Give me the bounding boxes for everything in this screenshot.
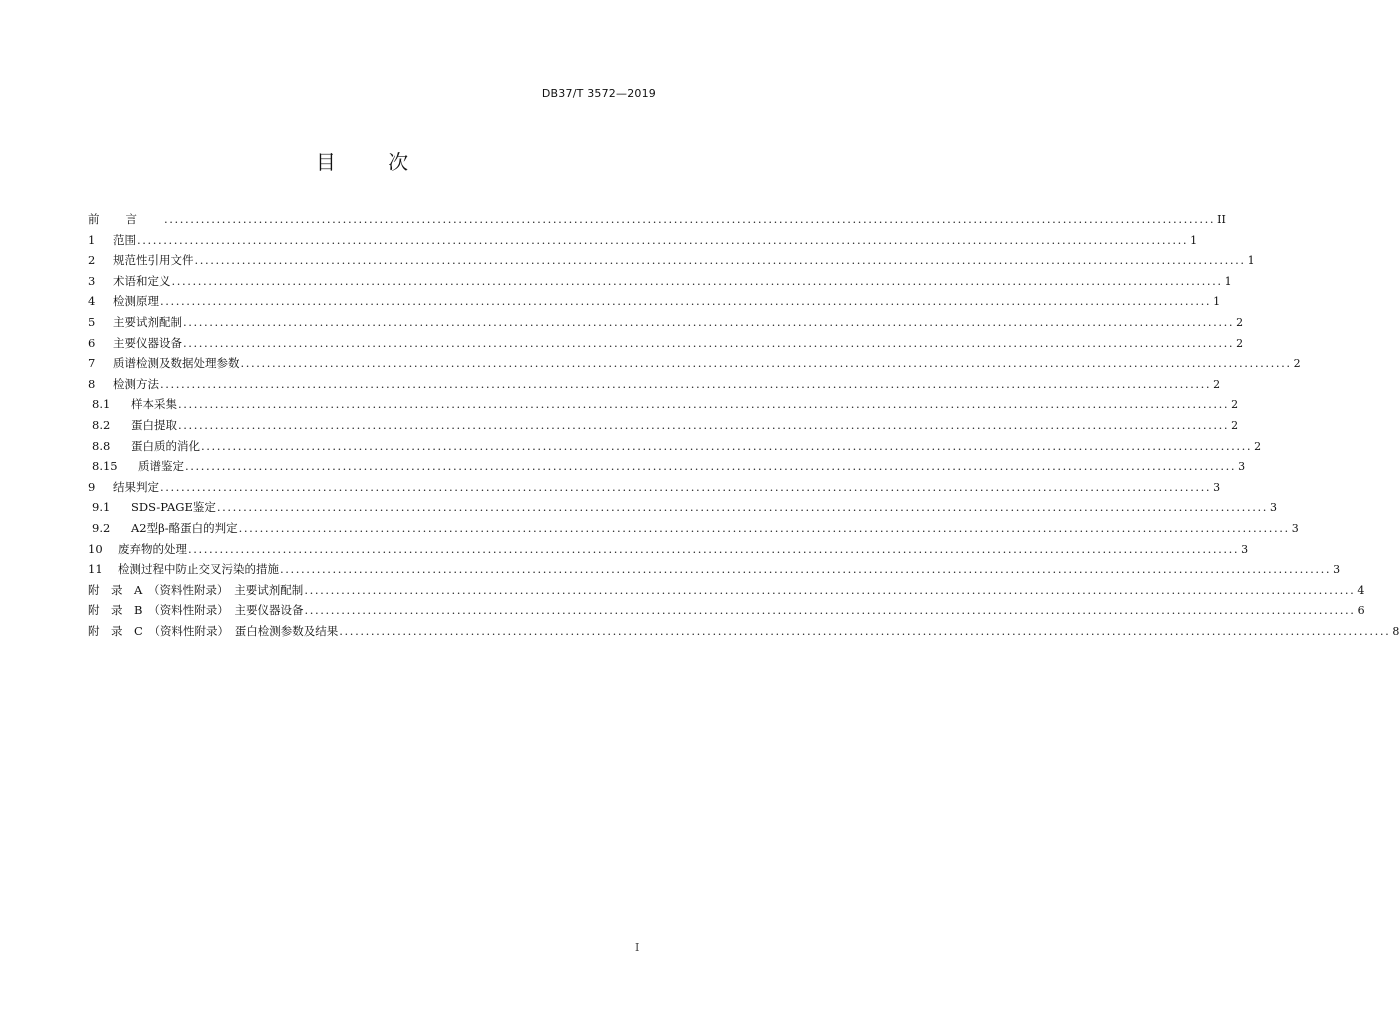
toc-entry-2[interactable] <box>88 252 1255 273</box>
toc-entry-4[interactable] <box>88 293 1221 314</box>
toc-entry-page: 2 <box>1213 377 1221 391</box>
document-code: DB37/T 3572—2019 <box>541 87 656 100</box>
toc-entry-label: 规范性引用文件 <box>113 253 194 268</box>
toc-entry-5[interactable] <box>88 314 1244 335</box>
toc-entry-label: A2型β-酪蛋白的判定 <box>131 520 238 535</box>
toc-entry-label: SDS-PAGE鉴定 <box>131 500 216 515</box>
toc-entry-label: 检测方法 <box>113 376 159 391</box>
toc-entry-label: 主要仪器设备 <box>113 335 182 350</box>
toc-entry-page: 2 <box>1231 418 1239 432</box>
toc-leader-dots: ........................................................................................................................................................................................................ <box>216 500 1268 515</box>
toc-entry-label: 质谱鉴定 <box>138 459 184 474</box>
toc-leader-dots: ........................................................................................................................................................................................................ <box>183 314 1235 329</box>
toc-entry-page: 2 <box>1293 357 1301 371</box>
toc-entry-page: 3 <box>1333 563 1341 577</box>
toc-entry-label: 附 录 B （资料性附录） 主要仪器设备 <box>88 603 304 618</box>
toc-leader-dots: ........................................................................................................................................................................................................ <box>339 623 1391 638</box>
toc-leader-dots: ........................................................................................................................................................................................................ <box>160 294 1212 309</box>
toc-entry-label: 主要试剂配制 <box>113 314 182 329</box>
toc-entry-9-1[interactable] <box>88 499 1277 520</box>
toc-entry-number: 8.8 <box>92 438 111 453</box>
toc-entry-number: 3 <box>88 273 96 288</box>
toc-entry-number: 5 <box>88 314 96 329</box>
toc-entry-page: 2 <box>1236 336 1244 350</box>
toc-entry-appendix-b[interactable] <box>88 602 1365 623</box>
toc-entry-page: 2 <box>1236 315 1244 329</box>
toc-entry-page: 4 <box>1357 583 1365 597</box>
toc-entry-page: 2 <box>1254 439 1262 453</box>
table-of-contents <box>88 211 1399 643</box>
toc-entry-label: 质谱检测及数据处理参数 <box>113 356 240 371</box>
toc-leader-dots: ........................................................................................................................................................................................................ <box>238 520 1290 535</box>
toc-entry-label: 检测原理 <box>113 294 159 309</box>
toc-entry-page: 6 <box>1357 604 1365 618</box>
toc-leader-dots: ........................................................................................................................................................................................................ <box>185 459 1237 474</box>
toc-leader-dots: ........................................................................................................................................................................................................ <box>280 562 1332 577</box>
toc-entry-page: 3 <box>1213 480 1221 494</box>
toc-entry-page: 1 <box>1224 274 1232 288</box>
toc-entry-number: 8.15 <box>92 459 118 474</box>
toc-entry-label: 蛋白质的消化 <box>131 438 200 453</box>
toc-entry-preface[interactable] <box>88 211 1226 232</box>
title-char-2: 次 <box>388 150 409 174</box>
toc-leader-dots: ........................................................................................................................................................................................................ <box>164 212 1216 226</box>
toc-entry-number: 10 <box>88 541 103 556</box>
toc-entry-page: 3 <box>1238 460 1246 474</box>
title-char-1: 目 <box>315 150 336 174</box>
toc-entry-page: II <box>1217 213 1226 226</box>
toc-entry-number: 11 <box>88 562 103 577</box>
toc-entry-9-2[interactable] <box>88 520 1299 541</box>
toc-entry-label: 附 录 C （资料性附录） 蛋白检测参数及结果 <box>88 623 339 638</box>
toc-entry-label: 范围 <box>113 232 136 247</box>
toc-entry-6[interactable] <box>88 335 1244 356</box>
toc-entry-11[interactable] <box>88 561 1341 582</box>
toc-leader-dots: ........................................................................................................................................................................................................ <box>183 335 1235 350</box>
toc-entry-page: 3 <box>1269 501 1277 515</box>
toc-leader-dots: ........................................................................................................................................................................................................ <box>304 603 1356 618</box>
toc-entry-page: 8 <box>1392 624 1399 638</box>
toc-entry-label: 蛋白提取 <box>131 417 177 432</box>
toc-leader-dots: ........................................................................................................................................................................................................ <box>178 417 1230 432</box>
toc-entry-page: 3 <box>1241 542 1249 556</box>
toc-entry-label: 结果判定 <box>113 479 159 494</box>
toc-entry-appendix-c[interactable] <box>88 623 1399 644</box>
toc-entry-number: 8.1 <box>92 397 111 412</box>
toc-leader-dots: ........................................................................................................................................................................................................ <box>160 479 1212 494</box>
toc-entry-label: 术语和定义 <box>113 273 171 288</box>
toc-leader-dots: ........................................................................................................................................................................................................ <box>178 397 1230 412</box>
toc-leader-dots: ........................................................................................................................................................................................................ <box>188 541 1240 556</box>
toc-entry-10[interactable] <box>88 541 1249 562</box>
toc-entry-label: 前言 <box>88 212 163 226</box>
toc-entry-page: 1 <box>1190 233 1198 247</box>
toc-entry-8-1[interactable] <box>88 396 1239 417</box>
toc-leader-dots: ........................................................................................................................................................................................................ <box>160 376 1212 391</box>
toc-entry-1[interactable] <box>88 232 1198 253</box>
toc-entry-number: 8 <box>88 376 96 391</box>
toc-entry-label: 附 录 A （资料性附录） 主要试剂配制 <box>88 582 304 597</box>
toc-entry-label: 废弃物的处理 <box>118 541 187 556</box>
toc-entry-page: 1 <box>1213 295 1221 309</box>
toc-entry-number: 1 <box>88 232 96 247</box>
toc-entry-8-2[interactable] <box>88 417 1239 438</box>
toc-entry-8[interactable] <box>88 376 1221 397</box>
toc-entry-number: 7 <box>88 356 96 371</box>
toc-entry-appendix-a[interactable] <box>88 582 1365 603</box>
toc-entry-label: 检测过程中防止交叉污染的措施 <box>118 562 279 577</box>
toc-entry-page: 1 <box>1247 254 1255 268</box>
toc-leader-dots: ........................................................................................................................................................................................................ <box>137 232 1189 247</box>
toc-entry-label: 样本采集 <box>131 397 177 412</box>
toc-entry-number: 6 <box>88 335 96 350</box>
toc-leader-dots: ........................................................................................................................................................................................................ <box>171 273 1223 288</box>
toc-entry-7[interactable] <box>88 355 1301 376</box>
toc-leader-dots: ........................................................................................................................................................................................................ <box>194 253 1246 268</box>
toc-entry-number: 2 <box>88 253 96 268</box>
toc-entry-page: 3 <box>1291 521 1299 535</box>
toc-entry-9[interactable] <box>88 479 1221 500</box>
page-title <box>0 146 724 175</box>
toc-entry-page: 2 <box>1231 398 1239 412</box>
toc-entry-number: 8.2 <box>92 417 111 432</box>
toc-leader-dots: ........................................................................................................................................................................................................ <box>240 356 1292 371</box>
toc-leader-dots: ........................................................................................................................................................................................................ <box>304 582 1356 597</box>
toc-leader-dots: ........................................................................................................................................................................................................ <box>201 438 1253 453</box>
toc-entry-number: 9.2 <box>92 520 111 535</box>
toc-entry-number: 9.1 <box>92 500 111 515</box>
toc-entry-8-8[interactable] <box>88 438 1262 459</box>
toc-entry-number: 4 <box>88 294 96 309</box>
footer-page-number: I <box>635 941 640 954</box>
toc-entry-3[interactable] <box>88 273 1232 294</box>
toc-entry-number: 9 <box>88 479 96 494</box>
toc-entry-8-15[interactable] <box>88 458 1246 479</box>
